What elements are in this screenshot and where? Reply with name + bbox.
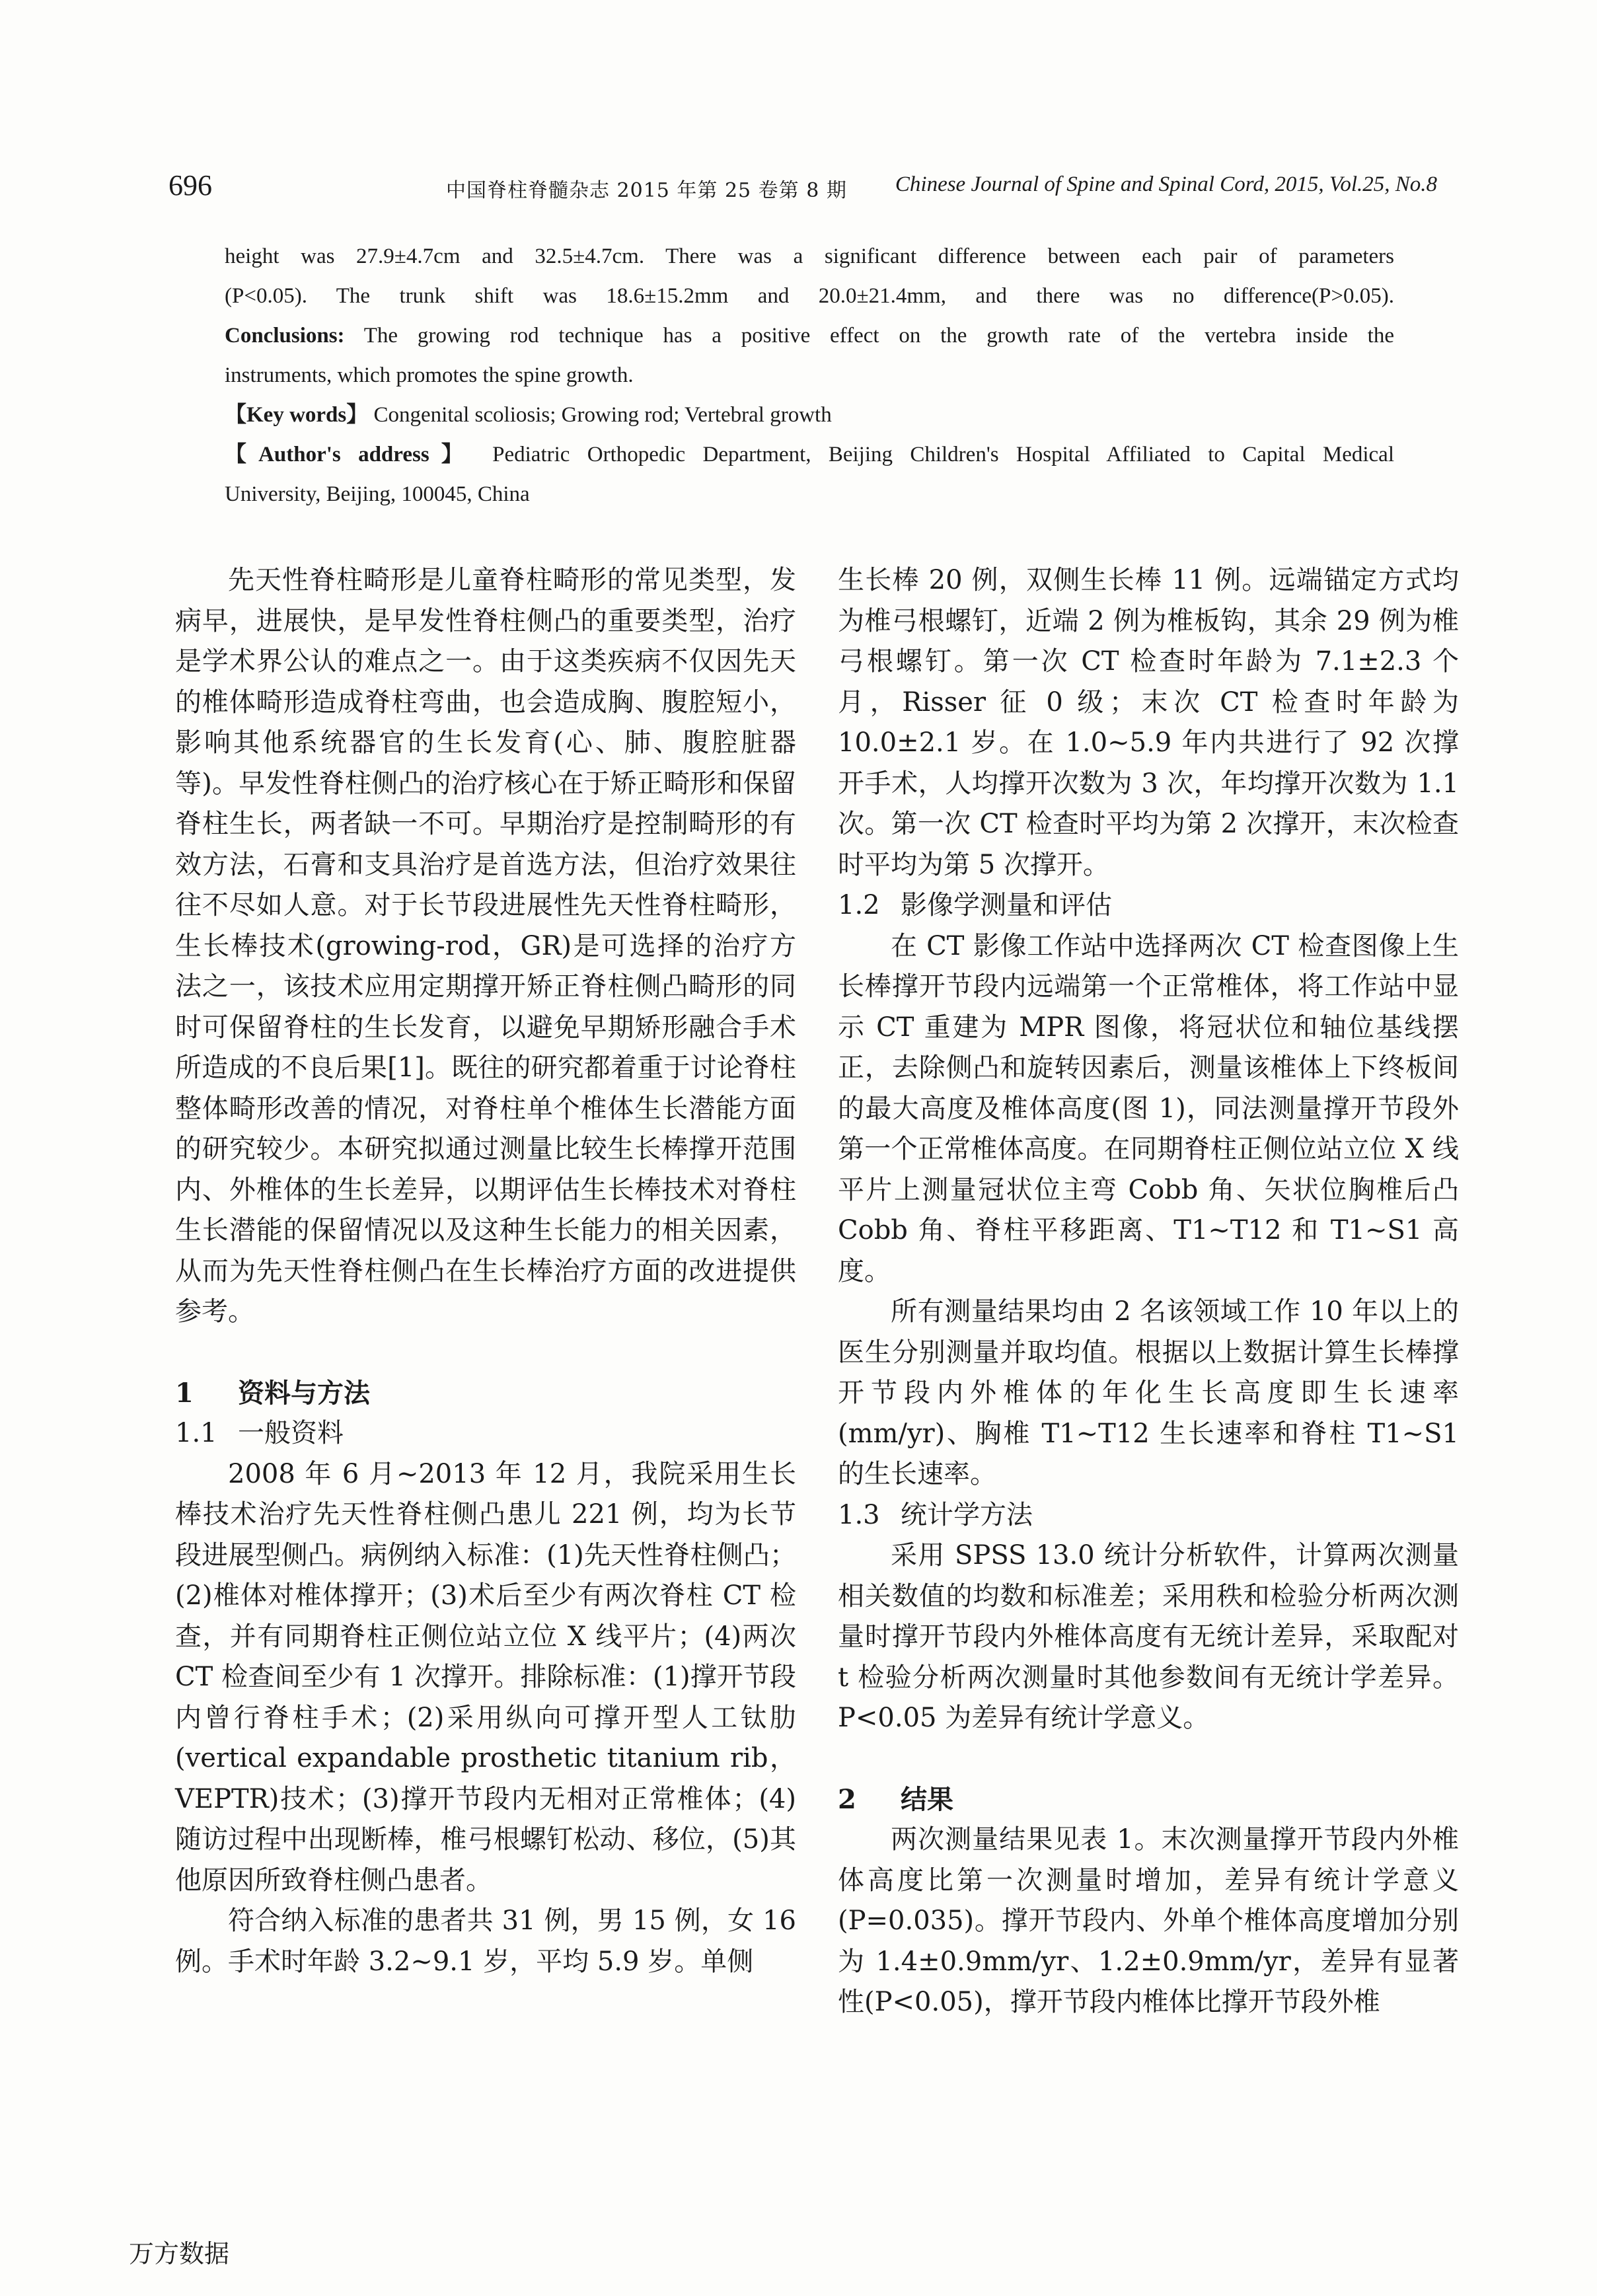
subsection-number: 1.3 xyxy=(838,1499,880,1530)
subsection-title: 统计学方法 xyxy=(901,1499,1033,1530)
conclusions-label: Conclusions: xyxy=(225,324,345,348)
subsection-number: 1.1 xyxy=(175,1418,217,1448)
section-title: 结果 xyxy=(901,1783,953,1815)
address-label: 【Author's address】 xyxy=(225,443,475,466)
paragraph: 在 CT 影像工作站中选择两次 CT 检查图像上生长棒撑开节段内远端第一个正常椎体，将工作站中显示 CT 重建为 MPR 图像，将冠状位和轴位基线摆正，去除侧凸和旋转因素后，测量该椎体上下终板间的最大高度及椎体高度(图 1)，同法测量撑开节段外第一个正常椎体高度。在同期脊柱正侧位站立位 X 线平片上测量冠状位主弯 Cobb 角、矢状位胸椎后凸 Cobb 角、脊柱平移距离、T1~T12 和 T1~S1 高度。 xyxy=(838,930,1459,1286)
address-line-2: University, Beijing, 100045, China xyxy=(225,482,530,506)
right-column xyxy=(838,560,1459,2023)
conclusions-text: The growing rod technique has a positive effect on the growth rate of the vertebra inside the xyxy=(344,324,1394,348)
watermark: 万方数据 xyxy=(129,2239,230,2268)
paragraph: 两次测量结果见表 1。末次测量撑开节段内外椎体高度比第一次测量时增加，差异有统计学意义(P=0.035)。撑开节段内、外单个椎体高度增加分别为 1.4±0.9mm/yr、1.2±0.9mm/yr，差异有显著性(P<0.05)，撑开节段内椎体比撑开节段外椎 xyxy=(838,1824,1459,2017)
keywords-text: Congenital scoliosis; Growing rod; Vertebral growth xyxy=(368,403,832,427)
address-line xyxy=(225,435,1394,474)
subsection-1-2-heading xyxy=(838,885,1459,926)
intro-paragraph: 先天性脊柱畸形是儿童脊柱畸形的常见类型，发病早，进展快，是早发性脊柱侧凸的重要类型，治疗是学术界公认的难点之一。由于这类疾病不仅因先天的椎体畸形造成脊柱弯曲，也会造成胸、腹腔短小，影响其他系统器官的生长发育(心、肺、腹腔脏器等)。早发性脊柱侧凸的治疗核心在于矫正畸形和保留脊柱生长，两者缺一不可。早期治疗是控制畸形的有效方法，石膏和支具治疗是首选方法，但治疗效果往往不尽如人意。对于长节段进展性先天性脊柱畸形，生长棒技术(growing-rod，GR)是可选择的治疗方法之一，该技术应用定期撑开矫正脊柱侧凸畸形的同时可保留脊柱的生长发育，以避免早期矫形融合手术所造成的不良后果[1]。既往的研究都着重于讨论脊柱整体畸形改善的情况，对脊柱单个椎体生长潜能方面的研究较少。本研究拟通过测量比较生长棒撑开范围内、外椎体的生长差异，以期评估生长棒技术对脊柱生长潜能的保留情况以及这种生长能力的相关因素，从而为先天性脊柱侧凸在生长棒治疗方面的改进提供参考。 xyxy=(175,565,796,1327)
subsection-title: 一般资料 xyxy=(238,1418,344,1448)
section-title: 资料与方法 xyxy=(238,1377,370,1409)
english-abstract xyxy=(225,237,1394,514)
paragraph: 2008 年 6 月~2013 年 12 月，我院采用生长棒技术治疗先天性脊柱侧凸患儿 221 例，均为长节段进展型侧凸。病例纳入标准：(1)先天性脊柱侧凸；(2)椎体对椎体撑开；(3)术后至少有两次脊柱 CT 检查，并有同期脊柱正侧位站立位 X 线平片；(4)两次 CT 检查间至少有 1 次撑开。排除标准：(1)撑开节段内曾行脊柱手术；(2)采用纵向可撑开型人工钛肋 (vertical expandable prosthetic titanium rib，VEPTR)技术；(3)撑开节段内无相对正常椎体；(4)随访过程中出现断棒，椎弓根螺钉松动、移位，(5)其他原因所致脊柱侧凸患者。 xyxy=(175,1458,796,1896)
subsection-title: 影像学测量和评估 xyxy=(901,890,1112,920)
left-column xyxy=(175,560,796,1982)
section-number: 1 xyxy=(175,1377,194,1409)
paragraph-continued: 生长棒 20 例，双侧生长棒 11 例。远端锚定方式均为椎弓根螺钉，近端 2 例为椎板钩，其余 29 例为椎弓根螺钉。第一次 CT 检查时年龄为 7.1±2.3 个月，Risser 征 0 级；末次 CT 检查时年龄为 10.0±2.1 岁。在 1.0~5.9 年内共进行了 92 次撑开手术，人均撑开次数为 3 次，年均撑开次数为 1.1 次。第一次 CT 检查时平均为第 2 次撑开，末次检查时平均为第 5 次撑开。 xyxy=(838,565,1459,880)
running-header xyxy=(168,168,1437,208)
keywords-label: 【Key words】 xyxy=(225,403,369,427)
journal-title-cn: 中国脊柱脊髓杂志 2015 年第 25 卷第 8 期 xyxy=(446,179,847,202)
section-2-heading xyxy=(838,1779,1459,1820)
section-1-heading xyxy=(175,1373,796,1414)
abstract-line: height was 27.9±4.7cm and 32.5±4.7cm. There was a significant difference between each pair of parameters xyxy=(225,244,1394,268)
keywords-line xyxy=(225,395,1394,435)
page-number: 696 xyxy=(168,169,212,202)
subsection-1-1-heading xyxy=(175,1413,796,1454)
subsection-1-3-heading xyxy=(838,1495,1459,1536)
address-text: Pediatric Orthopedic Department, Beijing Children's Hospital Affiliated to Capital Medical xyxy=(474,443,1394,466)
section-number: 2 xyxy=(838,1783,856,1815)
abstract-line: (P<0.05). The trunk shift was 18.6±15.2mm and 20.0±21.4mm, and there was no difference(P>0.05). xyxy=(225,284,1394,308)
conclusions-line xyxy=(225,316,1394,355)
paragraph: 符合纳入标准的患者共 31 例，男 15 例，女 16 例。手术时年龄 3.2~9.1 岁，平均 5.9 岁。单侧 xyxy=(175,1906,796,1977)
journal-title-en: Chinese Journal of Spine and Spinal Cord, 2015, Vol.25, No.8 xyxy=(895,172,1437,196)
subsection-number: 1.2 xyxy=(838,890,880,920)
paragraph: 采用 SPSS 13.0 统计分析软件，计算两次测量相关数值的均数和标准差；采用秩和检验分析两次测量时撑开节段内外椎体高度有无统计差异，采取配对 t 检验分析两次测量时其他参数间有无统计学差异。P<0.05 为差异有统计学意义。 xyxy=(838,1540,1459,1733)
conclusions-line-2: instruments, which promotes the spine growth. xyxy=(225,363,634,387)
paragraph: 所有测量结果均由 2 名该领域工作 10 年以上的医生分别测量并取均值。根据以上数据计算生长棒撑开节段内外椎体的年化生长高度即生长速率(mm/yr)、胸椎 T1~T12 生长速率和脊柱 T1~S1 的生长速率。 xyxy=(838,1296,1459,1489)
